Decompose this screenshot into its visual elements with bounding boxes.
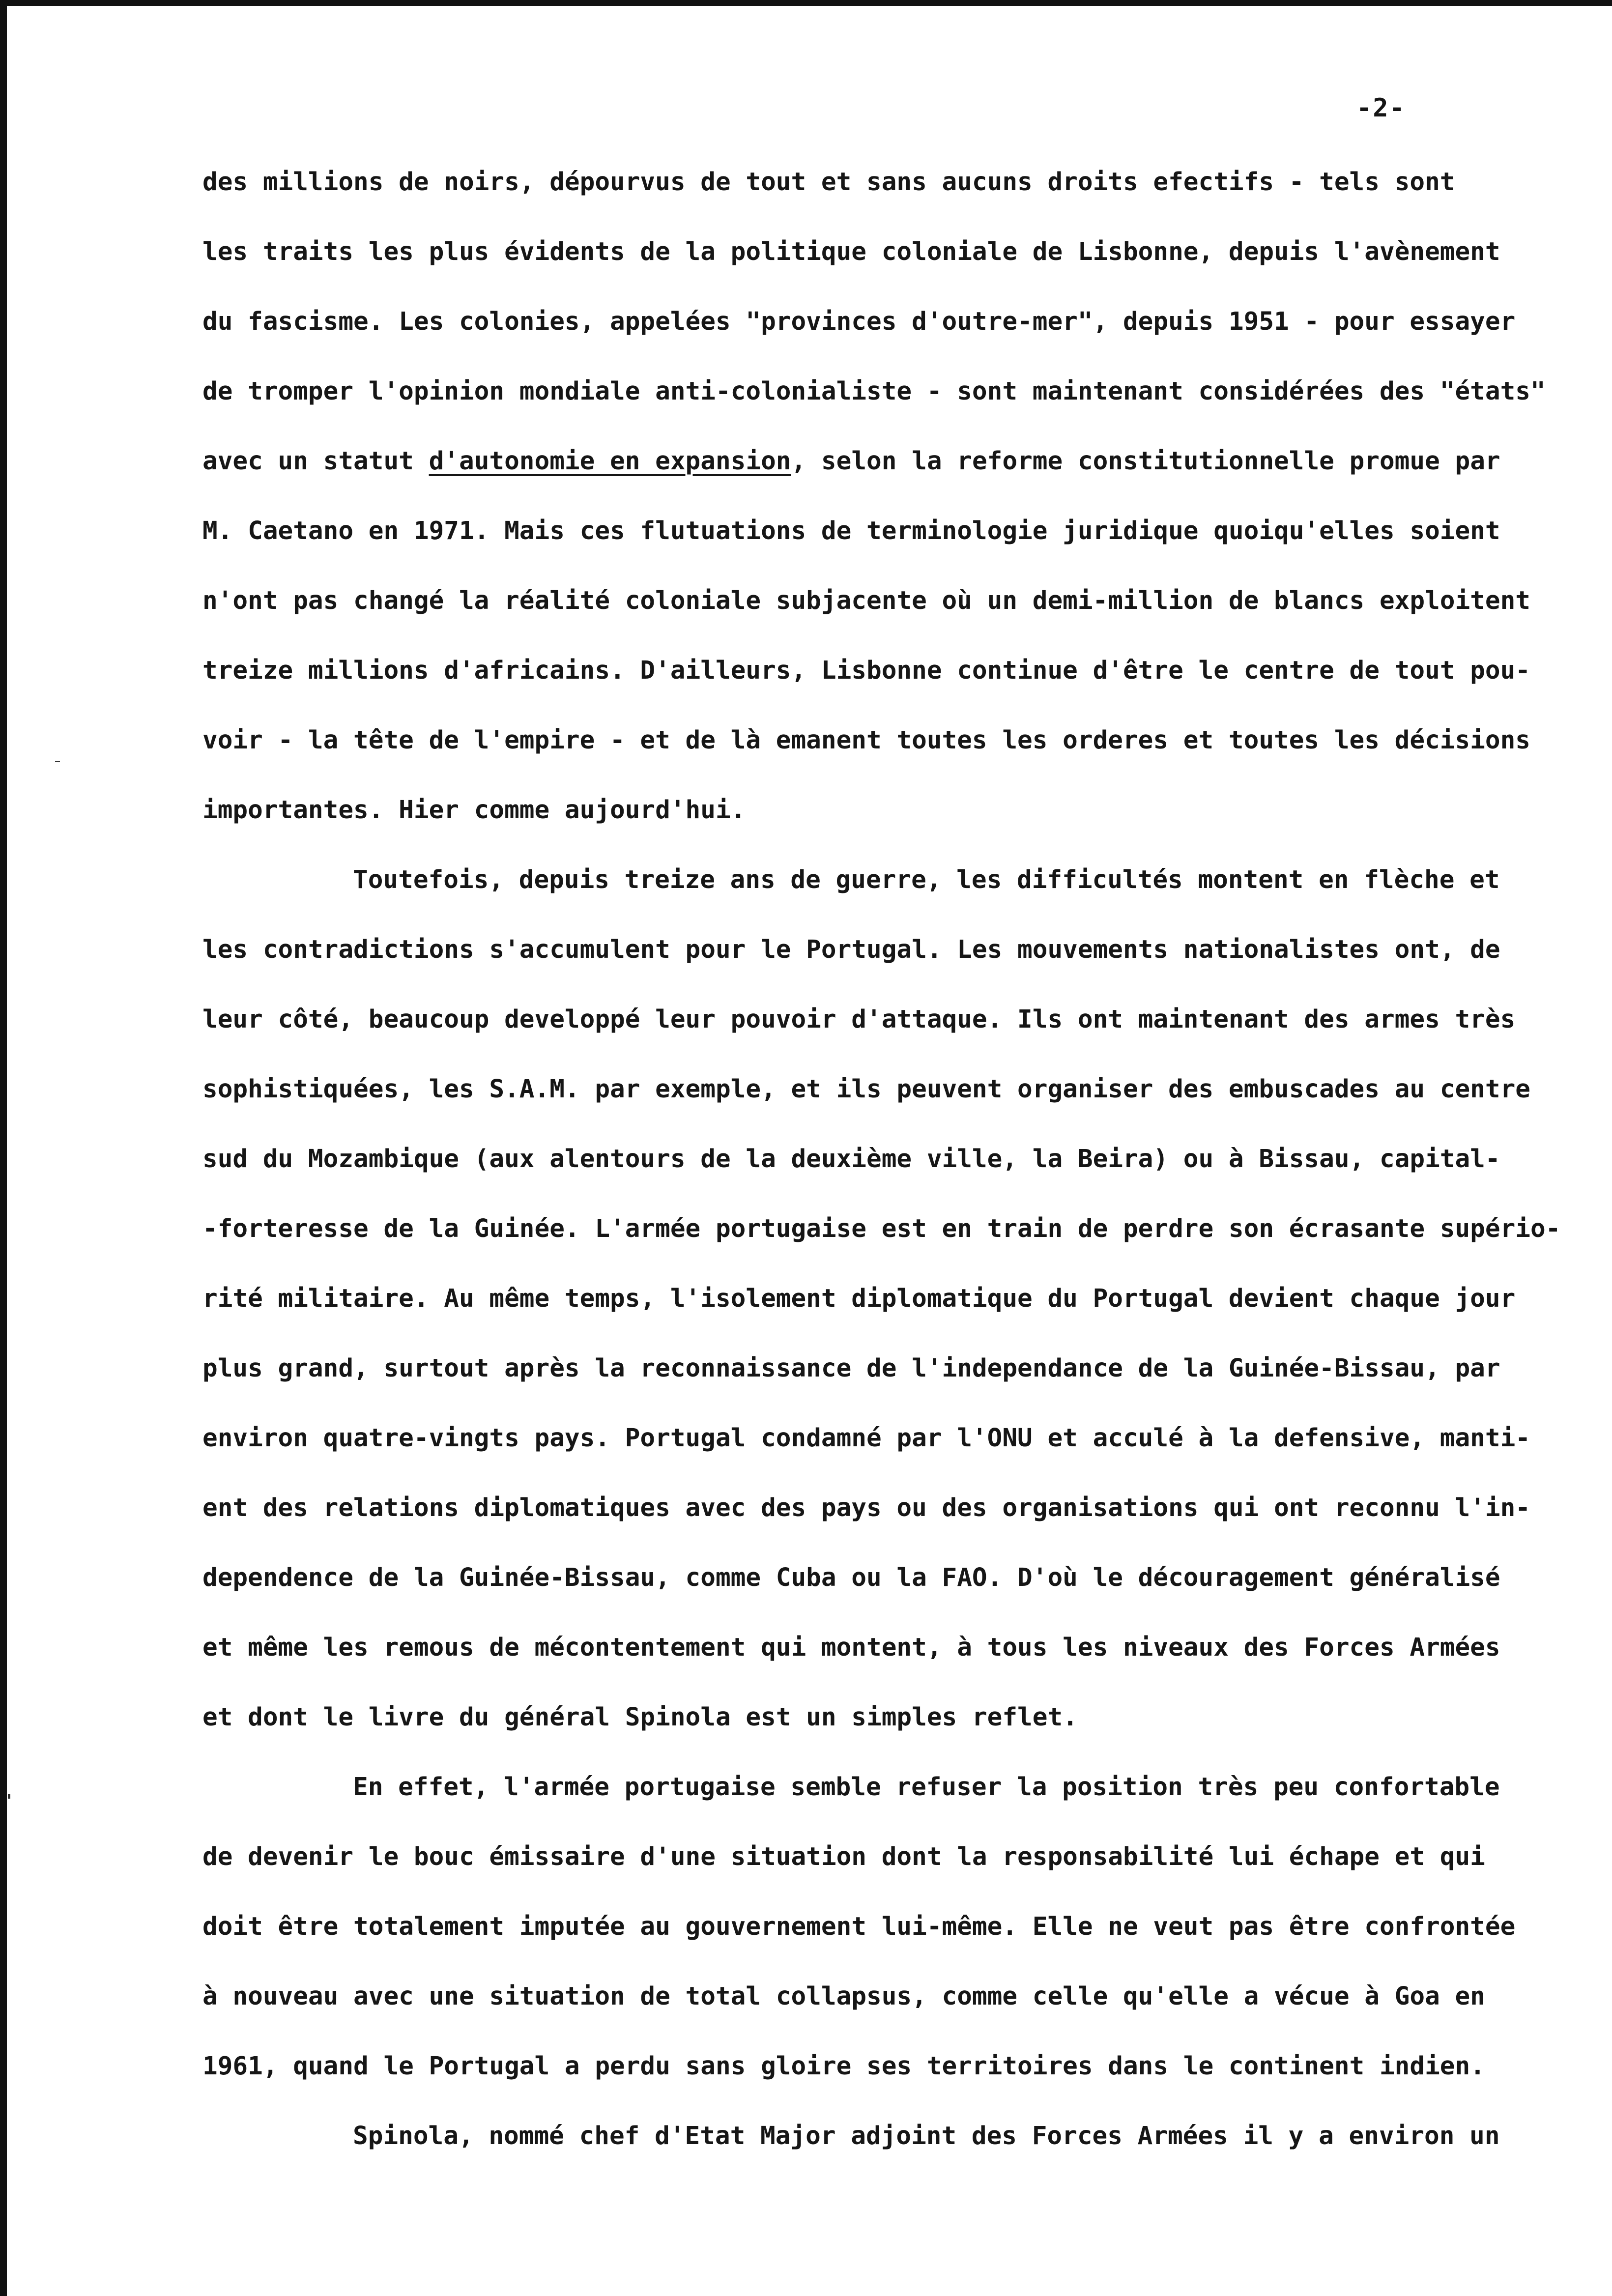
- text-line: environ quatre-vingts pays. Portugal condamné par l'ONU et acculé à la defensive, manti-: [202, 1424, 1531, 1453]
- text-line: En effet, l'armée portugaise semble refuser la position très peu confortable: [353, 1773, 1500, 1802]
- text-line: Spinola, nommé chef d'Etat Major adjoint des Forces Armées il y a environ un: [353, 2122, 1500, 2151]
- text-line: ent des relations diplomatiques avec des pays ou des organisations qui ont reconnu l'in-: [202, 1493, 1531, 1522]
- text-line: dependence de la Guinée-Bissau, comme Cuba ou la FAO. D'où le découragement généralisé: [202, 1563, 1500, 1592]
- margin-mark: [55, 761, 60, 762]
- text-line: -forteresse de la Guinée. L'armée portugaise est en train de perdre son écrasante supério-: [202, 1214, 1561, 1243]
- text-line: 1961, quand le Portugal a perdu sans gloire ses territoires dans le continent indien.: [202, 2052, 1485, 2081]
- text-line: de devenir le bouc émissaire d'une situation dont la responsabilité lui échape et qui: [202, 1842, 1485, 1871]
- text-line: à nouveau avec une situation de total collapsus, comme celle qu'elle a vécue à Goa en: [202, 1982, 1485, 2011]
- text-line: leur côté, beaucoup developpé leur pouvoir d'attaque. Ils ont maintenant des armes très: [202, 1005, 1516, 1034]
- paragraph: [202, 147, 1608, 845]
- text-line: voir - la tête de l'empire - et de là emanent toutes les orderes et toutes les décisions: [202, 726, 1531, 755]
- page-number: -2-: [1356, 93, 1406, 123]
- text-segment: avec un statut: [202, 447, 429, 476]
- text-line: et même les remous de mécontentement qui montent, à tous les niveaux des Forces Armées: [202, 1633, 1500, 1662]
- text-line: les traits les plus évidents de la politique coloniale de Lisbonne, depuis l'avènement: [202, 237, 1500, 266]
- text-line: et dont le livre du général Spinola est un simples reflet.: [202, 1703, 1078, 1732]
- text-line: treize millions d'africains. D'ailleurs, Lisbonne continue d'être le centre de tout pou-: [202, 656, 1531, 685]
- underlined-phrase: d'autonomie en expansion: [429, 447, 791, 476]
- text-segment: , selon la reforme constitutionnelle promue par: [791, 447, 1500, 476]
- text-line: plus grand, surtout après la reconnaissance de l'independance de la Guinée-Bissau, par: [202, 1354, 1500, 1383]
- text-line: des millions de noirs, dépourvus de tout et sans aucuns droits efectifs - tels sont: [202, 168, 1455, 197]
- margin-mark: [8, 1794, 10, 1799]
- paragraph: [202, 1752, 1608, 2101]
- document-body: [202, 147, 1608, 2171]
- text-line: Toutefois, depuis treize ans de guerre, les difficultés montent en flèche et: [353, 865, 1500, 894]
- text-line: sud du Mozambique (aux alentours de la deuxième ville, la Beira) ou à Bissau, capital-: [202, 1145, 1500, 1174]
- text-line: de tromper l'opinion mondiale anti-colonialiste - sont maintenant considérées des "états": [202, 377, 1546, 406]
- paragraph: [202, 2101, 1608, 2171]
- scan-top-border: [0, 0, 1612, 6]
- text-line: [202, 427, 1608, 496]
- scan-left-border: [0, 0, 7, 2296]
- text-line: doit être totalement imputée au gouvernement lui-même. Elle ne veut pas être confrontée: [202, 1912, 1516, 1941]
- text-line: sophistiquées, les S.A.M. par exemple, et ils peuvent organiser des embuscades au centre: [202, 1075, 1531, 1104]
- text-line: importantes. Hier comme aujourd'hui.: [202, 796, 746, 825]
- text-line: rité militaire. Au même temps, l'isolement diplomatique du Portugal devient chaque jour: [202, 1284, 1516, 1313]
- text-line: n'ont pas changé la réalité coloniale subjacente où un demi-million de blancs exploitent: [202, 586, 1531, 615]
- text-line: M. Caetano en 1971. Mais ces flutuations de terminologie juridique quoiqu'elles soient: [202, 517, 1500, 545]
- text-line: du fascisme. Les colonies, appelées "provinces d'outre-mer", depuis 1951 - pour essayer: [202, 307, 1516, 336]
- text-line: les contradictions s'accumulent pour le Portugal. Les mouvements nationalistes ont, de: [202, 935, 1500, 964]
- paragraph: [202, 845, 1608, 1752]
